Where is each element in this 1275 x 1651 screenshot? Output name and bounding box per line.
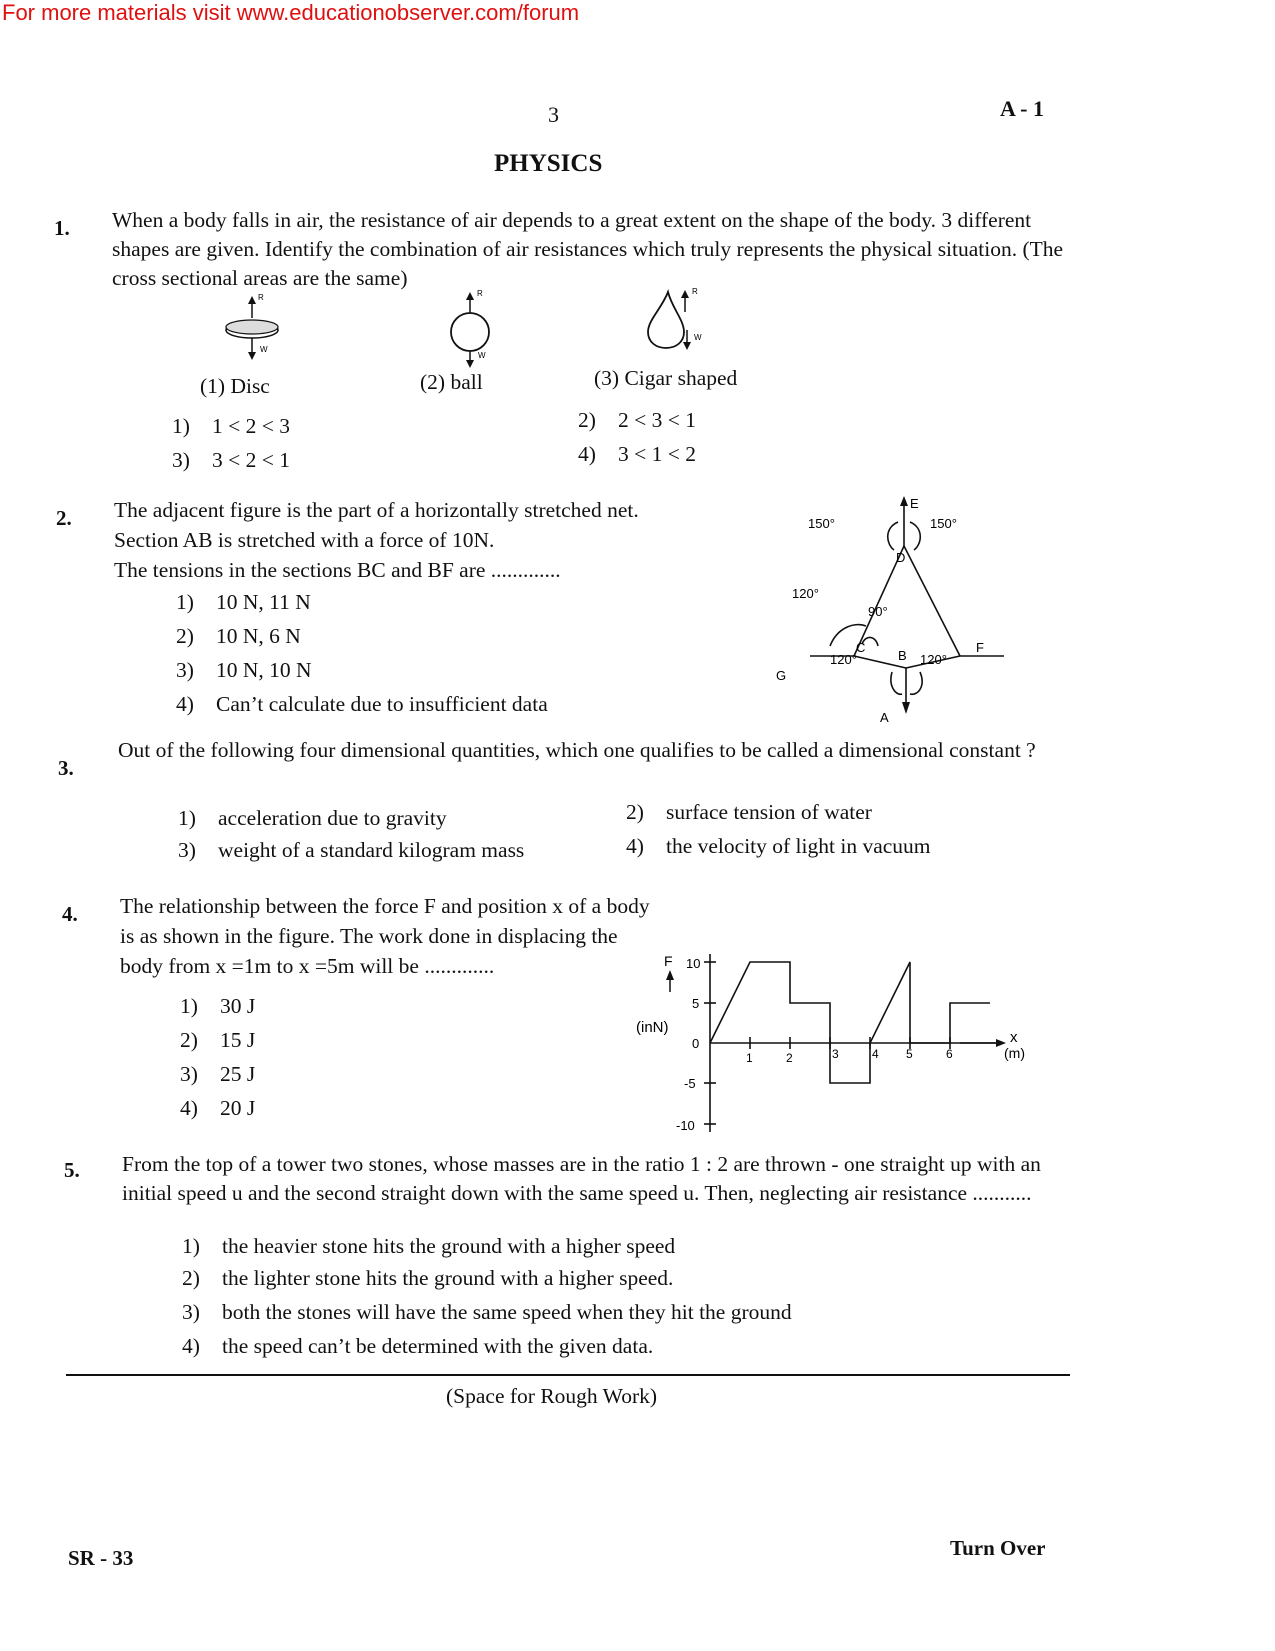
booklet-code: A - 1 bbox=[1000, 96, 1044, 121]
option-text: 2 < 3 < 1 bbox=[618, 408, 697, 432]
option-text: weight of a standard kilogram mass bbox=[218, 838, 525, 862]
q3-text: Out of the following four dimensional quantities, which one qualifies to be called a dimensional constant ? bbox=[118, 738, 1036, 762]
q2-line3: The tensions in the sections BC and BF are ............. bbox=[114, 558, 561, 582]
series-code: SR - 33 bbox=[68, 1546, 134, 1570]
q5-text: From the top of a tower two stones, whose masses are in the ratio 1 : 2 are thrown - one straight up with an initial speed u and the second straight down with the same speed u. Then, neglecting air resistance ........... bbox=[122, 1152, 1041, 1205]
q5-number: 5. bbox=[64, 1158, 80, 1182]
option-text: the lighter stone hits the ground with a higher speed. bbox=[222, 1266, 674, 1290]
ball-shape bbox=[451, 289, 489, 368]
option-text: 10 N, 6 N bbox=[216, 624, 301, 648]
point-a-label: A bbox=[880, 710, 889, 725]
option-number: 2) bbox=[578, 408, 596, 432]
x-tick-6: 6 bbox=[946, 1047, 953, 1061]
graph-y-label: F bbox=[664, 953, 673, 969]
rough-work-label: (Space for Rough Work) bbox=[446, 1384, 658, 1408]
disc-r-label: R bbox=[258, 293, 264, 302]
turn-over-label: Turn Over bbox=[950, 1536, 1046, 1560]
x-tick-4: 4 bbox=[872, 1047, 879, 1061]
cigar-r-label: R bbox=[692, 287, 698, 296]
point-b-label: B bbox=[898, 648, 907, 663]
q2-number: 2. bbox=[56, 506, 72, 530]
q5-option-1 bbox=[182, 1234, 675, 1259]
option-number: 4) bbox=[626, 834, 644, 858]
y-tick-0: 0 bbox=[692, 1036, 700, 1051]
x-tick-3: 3 bbox=[832, 1047, 839, 1061]
disc-w-label: W bbox=[260, 345, 268, 354]
option-number: 1) bbox=[182, 1234, 200, 1258]
option-text: 30 J bbox=[220, 994, 256, 1018]
x-tick-1: 1 bbox=[746, 1051, 753, 1065]
option-text: 3 < 1 < 2 bbox=[618, 442, 697, 466]
option-text: 15 J bbox=[220, 1028, 256, 1052]
option-text: 25 J bbox=[220, 1062, 256, 1086]
angle-c-left: 120° bbox=[792, 586, 819, 601]
y-tick-neg5: -5 bbox=[684, 1076, 696, 1091]
y-tick-5: 5 bbox=[692, 996, 700, 1011]
q4-line1: The relationship between the force F and position x of a body bbox=[120, 894, 650, 918]
option-number: 4) bbox=[578, 442, 596, 466]
option-number: 1) bbox=[176, 590, 194, 614]
point-e-label: E bbox=[910, 496, 919, 511]
option-text: surface tension of water bbox=[666, 800, 872, 824]
q4-option-4 bbox=[180, 1096, 255, 1121]
y-tick-neg10: -10 bbox=[676, 1118, 695, 1133]
graph-x-label: x bbox=[1010, 1029, 1018, 1046]
x-tick-5: 5 bbox=[906, 1047, 913, 1061]
q2-option-2 bbox=[176, 624, 301, 649]
cigar-w-label: W bbox=[694, 333, 702, 342]
disc-shape bbox=[226, 293, 278, 360]
q2-line1: The adjacent figure is the part of a horizontally stretched net. bbox=[114, 498, 639, 522]
q3-option-2 bbox=[626, 800, 872, 825]
q5-option-3 bbox=[182, 1300, 792, 1325]
option-text: the heavier stone hits the ground with a higher speed bbox=[222, 1234, 676, 1258]
q1-option-1 bbox=[172, 414, 290, 439]
cigar-shape bbox=[648, 287, 702, 350]
point-c-label: C bbox=[856, 640, 866, 655]
shape-label-disc: (1) Disc bbox=[200, 374, 270, 398]
q2-option-4 bbox=[176, 692, 548, 717]
y-tick-10: 10 bbox=[686, 956, 701, 971]
ball-r-label: R bbox=[477, 289, 483, 298]
q3-option-1 bbox=[178, 806, 447, 831]
q5-option-2 bbox=[182, 1266, 673, 1291]
rough-work-divider bbox=[66, 1374, 1070, 1376]
q3-option-4 bbox=[626, 834, 931, 859]
angle-e-left: 150° bbox=[808, 516, 835, 531]
shape-label-cigar: (3) Cigar shaped bbox=[594, 366, 738, 390]
angle-b-right: 120° bbox=[920, 652, 947, 667]
q4-line2: is as shown in the figure. The work done in displacing the bbox=[120, 924, 618, 948]
option-number: 2) bbox=[180, 1028, 198, 1052]
option-number: 4) bbox=[182, 1334, 200, 1358]
q3-option-3 bbox=[178, 838, 524, 863]
q2-line2: Section AB is stretched with a force of 10N. bbox=[114, 528, 495, 552]
q4-number: 4. bbox=[62, 902, 78, 926]
q4-option-1 bbox=[180, 994, 255, 1019]
graph-y-unit: (inN) bbox=[636, 1019, 669, 1036]
q1-text: When a body falls in air, the resistance of air depends to a great extent on the shape of the body. 3 different shapes are given. Identify the combination of air resistances which truly represents the physical situation. (The cross sectional areas are the same) bbox=[112, 208, 1064, 290]
option-number: 2) bbox=[182, 1266, 200, 1290]
ball-w-label: W bbox=[478, 351, 486, 360]
angle-e-right: 150° bbox=[930, 516, 957, 531]
point-g-label: G bbox=[776, 668, 787, 683]
q4-force-graph bbox=[636, 940, 1050, 1140]
q2-net-figure bbox=[776, 496, 1010, 726]
source-banner: For more materials visit www.educationobserver.com/forum bbox=[2, 0, 580, 25]
q5-option-4 bbox=[182, 1334, 653, 1359]
option-text: 20 J bbox=[220, 1096, 256, 1120]
q2-option-1 bbox=[176, 590, 311, 615]
option-number: 1) bbox=[172, 414, 190, 438]
q4-line3: body from x =1m to x =5m will be ............. bbox=[120, 954, 495, 978]
option-number: 1) bbox=[180, 994, 198, 1018]
x-tick-2: 2 bbox=[786, 1051, 793, 1065]
q1-option-4 bbox=[578, 442, 696, 467]
option-number: 4) bbox=[176, 692, 194, 716]
option-text: both the stones will have the same speed when they hit the ground bbox=[222, 1300, 792, 1324]
graph-x-unit: (m) bbox=[1004, 1045, 1025, 1061]
option-text: Can’t calculate due to insufficient data bbox=[216, 692, 548, 716]
option-text: acceleration due to gravity bbox=[218, 806, 447, 830]
option-number: 2) bbox=[626, 800, 644, 824]
q2-option-3 bbox=[176, 658, 312, 683]
option-number: 1) bbox=[178, 806, 196, 830]
option-number: 3) bbox=[172, 448, 190, 472]
option-number: 3) bbox=[176, 658, 194, 682]
point-f-label: F bbox=[976, 640, 984, 655]
q4-option-2 bbox=[180, 1028, 255, 1053]
angle-b-left: 120° bbox=[830, 652, 857, 667]
option-text: 3 < 2 < 1 bbox=[212, 448, 291, 472]
section-title: PHYSICS bbox=[494, 150, 603, 177]
page-number: 3 bbox=[548, 102, 559, 127]
q3-number: 3. bbox=[58, 756, 74, 780]
option-number: 2) bbox=[176, 624, 194, 648]
option-text: 1 < 2 < 3 bbox=[212, 414, 291, 438]
option-text: the speed can’t be determined with the given data. bbox=[222, 1334, 654, 1358]
option-number: 3) bbox=[180, 1062, 198, 1086]
option-number: 4) bbox=[180, 1096, 198, 1120]
q4-option-3 bbox=[180, 1062, 255, 1087]
q1-option-2 bbox=[578, 408, 696, 433]
shape-label-ball: (2) ball bbox=[420, 370, 483, 394]
option-text: the velocity of light in vacuum bbox=[666, 834, 931, 858]
point-d-label: D bbox=[896, 550, 906, 565]
option-number: 3) bbox=[182, 1300, 200, 1324]
q1-number: 1. bbox=[54, 216, 70, 240]
q1-option-3 bbox=[172, 448, 290, 473]
option-text: 10 N, 11 N bbox=[216, 590, 311, 614]
option-number: 3) bbox=[178, 838, 196, 862]
angle-c-right: 90° bbox=[868, 604, 888, 619]
option-text: 10 N, 10 N bbox=[216, 658, 312, 682]
